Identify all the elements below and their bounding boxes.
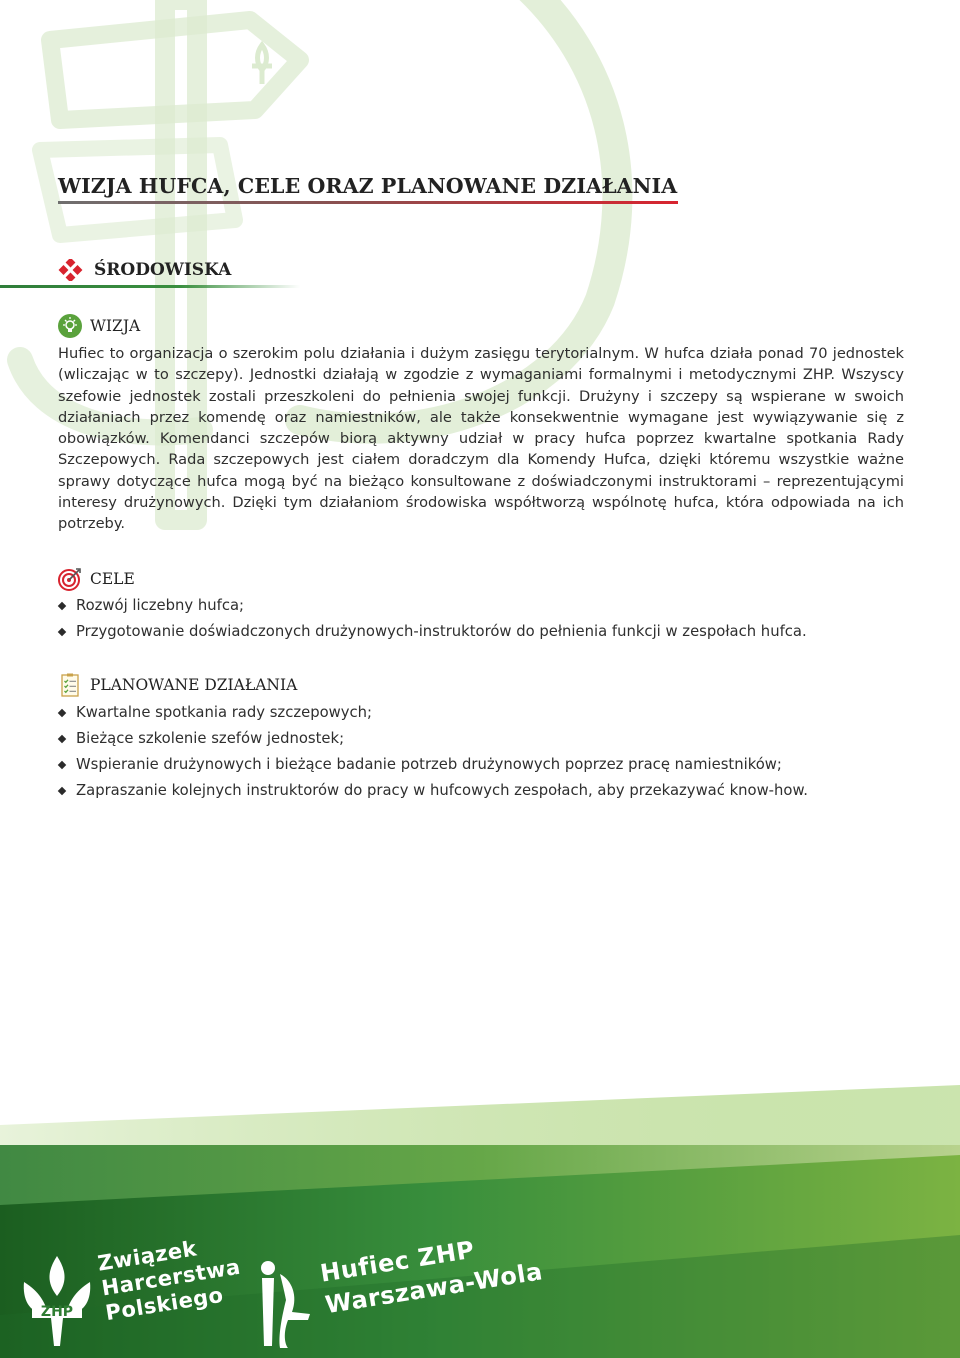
section-header bbox=[58, 255, 231, 285]
zhp-name: Związek Harcerstwa Polskiego bbox=[96, 1236, 243, 1326]
title-underline bbox=[58, 201, 678, 204]
bullet-icon bbox=[58, 602, 66, 610]
planowane-title: PLANOWANE DZIAŁANIA bbox=[90, 676, 298, 694]
cele-header bbox=[58, 567, 135, 591]
lightbulb-icon bbox=[58, 314, 82, 338]
bullet-icon bbox=[58, 709, 66, 717]
checklist-icon bbox=[58, 673, 82, 697]
planowane-list bbox=[58, 700, 918, 804]
list-item: Wspieranie drużynowych i bieżące badanie potrzeb drużynowych poprzez pracę namiestników; bbox=[58, 752, 918, 778]
bullet-icon bbox=[58, 628, 66, 636]
hufiec-figure-logo bbox=[252, 1256, 316, 1352]
cele-list bbox=[58, 593, 918, 645]
list-item: Zapraszanie kolejnych instruktorów do pracy w hufcowych zespołach, aby przekazywać know-how. bbox=[58, 778, 918, 804]
bullet-icon bbox=[58, 787, 66, 795]
cele-title: CELE bbox=[90, 570, 135, 588]
page-title: WIZJA HUFCA, CELE ORAZ PLANOWANE DZIAŁANIA bbox=[58, 174, 678, 198]
list-item: Kwartalne spotkania rady szczepowych; bbox=[58, 700, 918, 726]
target-icon bbox=[58, 567, 82, 591]
list-item: Bieżące szkolenie szefów jednostek; bbox=[58, 726, 918, 752]
wizja-header bbox=[58, 314, 140, 338]
diamonds-icon bbox=[58, 259, 84, 281]
bullet-icon bbox=[58, 735, 66, 743]
bullet-icon bbox=[58, 761, 66, 769]
wizja-paragraph: Hufiec to organizacja o szerokim polu działania i dużym zasięgu terytorialnym. W hufca działa ponad 70 jednostek (wliczając w to szczepy). Jednostki działają w zgodzie z wymaganiami formalnymi i metodycznymi ZHP. Wszyscy szefowie jednostek zostali przeszkoleni do pełnienia swojej funkcji. Drużyny i szczepy są wspierane w swoich działaniach przez komendę oraz namiestników, ale także konsekwentnie wymagane jest wywiązywanie się z obowiązków. Komendanci szczepów biorą aktywny udział w pracy hufca poprzez kwartalne spotkania Rady Szczepowych. Rada szczepowych jest ciałem doradczym dla Komendy Hufca, dzięki któremu wszystkie ważne sprawy dotyczące hufca mogą być na bieżąco konsultowane z doświadczonymi instruktorami – reprezentującymi interesy drużynowych. Dzięki tym działaniom środowiska współtworzą wspólnotę hufca, która odpowiada na ich potrzeby. bbox=[58, 345, 904, 533]
planowane-header bbox=[58, 673, 297, 697]
list-item: Rozwój liczebny hufca; bbox=[58, 593, 918, 619]
wizja-title: WIZJA bbox=[90, 317, 141, 335]
section-underline bbox=[0, 285, 300, 288]
section-title: ŚRODOWISKA bbox=[94, 260, 232, 280]
zhp-badge-text: ZHP bbox=[40, 1304, 74, 1320]
list-item: Przygotowanie doświadczonych drużynowych-instruktorów do pełnienia funkcji w zespołach hufca. bbox=[58, 619, 918, 645]
hufiec-name: Hufiec ZHP Warszawa-Wola bbox=[318, 1235, 545, 1320]
zhp-lily-logo bbox=[18, 1252, 96, 1350]
